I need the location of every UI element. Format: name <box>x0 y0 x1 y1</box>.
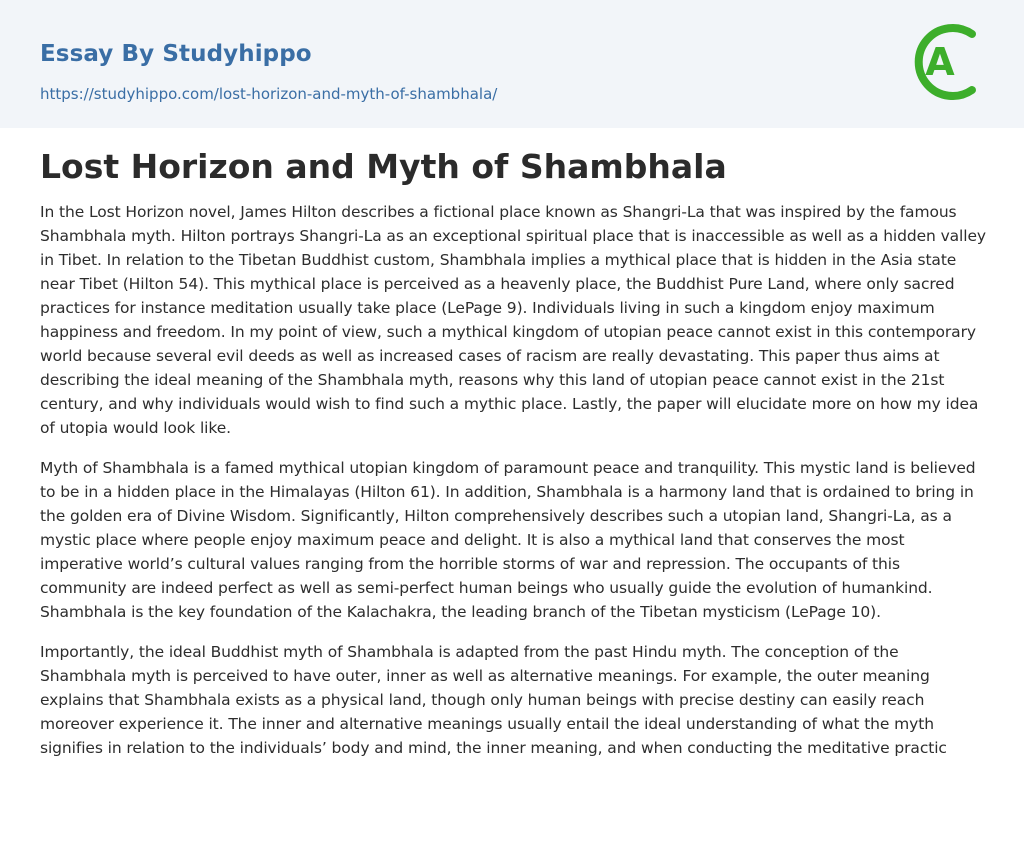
essay-paragraph-1: In the Lost Horizon novel, James Hilton describes a fictional place known as Shangri-La that was inspired by the famous Shambhala myth. Hilton portrays Shangri-La as an exceptional spiritual place that is inaccessible as well as a hidden valley in Tibet. In relation to the Tibetan Buddhist custom, Shambhala implies a mythical place that is hidden in the Asia state near Tibet (Hilton 54). This mythical place is perceived as a heavenly place, the Buddhist Pure Land, where only sacred practices for instance meditation usually take place (LePage 9). Individuals living in such a kingdom enjoy maximum happiness and freedom. In my point of view, such a mythical kingdom of utopian peace cannot exist in this contemporary world because several evil deeds as well as increased cases of racism are really devastating. This paper thus aims at describing the ideal meaning of the Shambhala myth, reasons why this land of utopian peace cannot exist in the 21st century, and why individuals would wish to find such a mythic place. Lastly, the paper will elucidate more on how my idea of utopia would look like. <box>40 203 986 437</box>
logo-letter: A <box>925 40 955 84</box>
page-title: Lost Horizon and Myth of Shambhala <box>40 147 727 186</box>
site-header <box>0 0 1024 128</box>
brand-title[interactable]: Essay By Studyhippo <box>40 41 312 67</box>
essay-paragraph-2: Myth of Shambhala is a famed mythical utopian kingdom of paramount peace and tranquility. This mystic land is believed to be in a hidden place in the Himalayas (Hilton 61). In addition, Shambhala is a harmony land that is ordained to bring in the golden era of Divine Wisdom. Significantly, Hilton comprehensively describes such a utopian land, Shangri-La, as a mystic place where people enjoy maximum peace and delight. It is also a mythical land that conserves the most imperative world’s cultural values ranging from the horrible storms of war and repression. The occupants of this community are indeed perfect as well as semi-perfect human beings who usually guide the evolution of humankind. Shambhala is the key foundation of the Kalachakra, the leading branch of the Tibetan mysticism (LePage 10). <box>40 459 976 621</box>
essay-content <box>40 144 986 776</box>
essay-paragraph-3: Importantly, the ideal Buddhist myth of Shambhala is adapted from the past Hindu myth. The conception of the Shambhala myth is perceived to have outer, inner as well as alternative meanings. For example, the outer meaning explains that Shambhala exists as a physical land, though only human beings with precise destiny can easily reach moreover experience it. The inner and alternative meanings usually entail the ideal understanding of what the myth signifies in relation to the individuals’ body and mind, the inner meaning, and when conducting the meditative practic <box>40 643 947 757</box>
studyhippo-a-logo-icon[interactable] <box>912 18 988 106</box>
source-url-link[interactable]: https://studyhippo.com/lost-horizon-and-myth-of-shambhala/ <box>40 85 498 103</box>
